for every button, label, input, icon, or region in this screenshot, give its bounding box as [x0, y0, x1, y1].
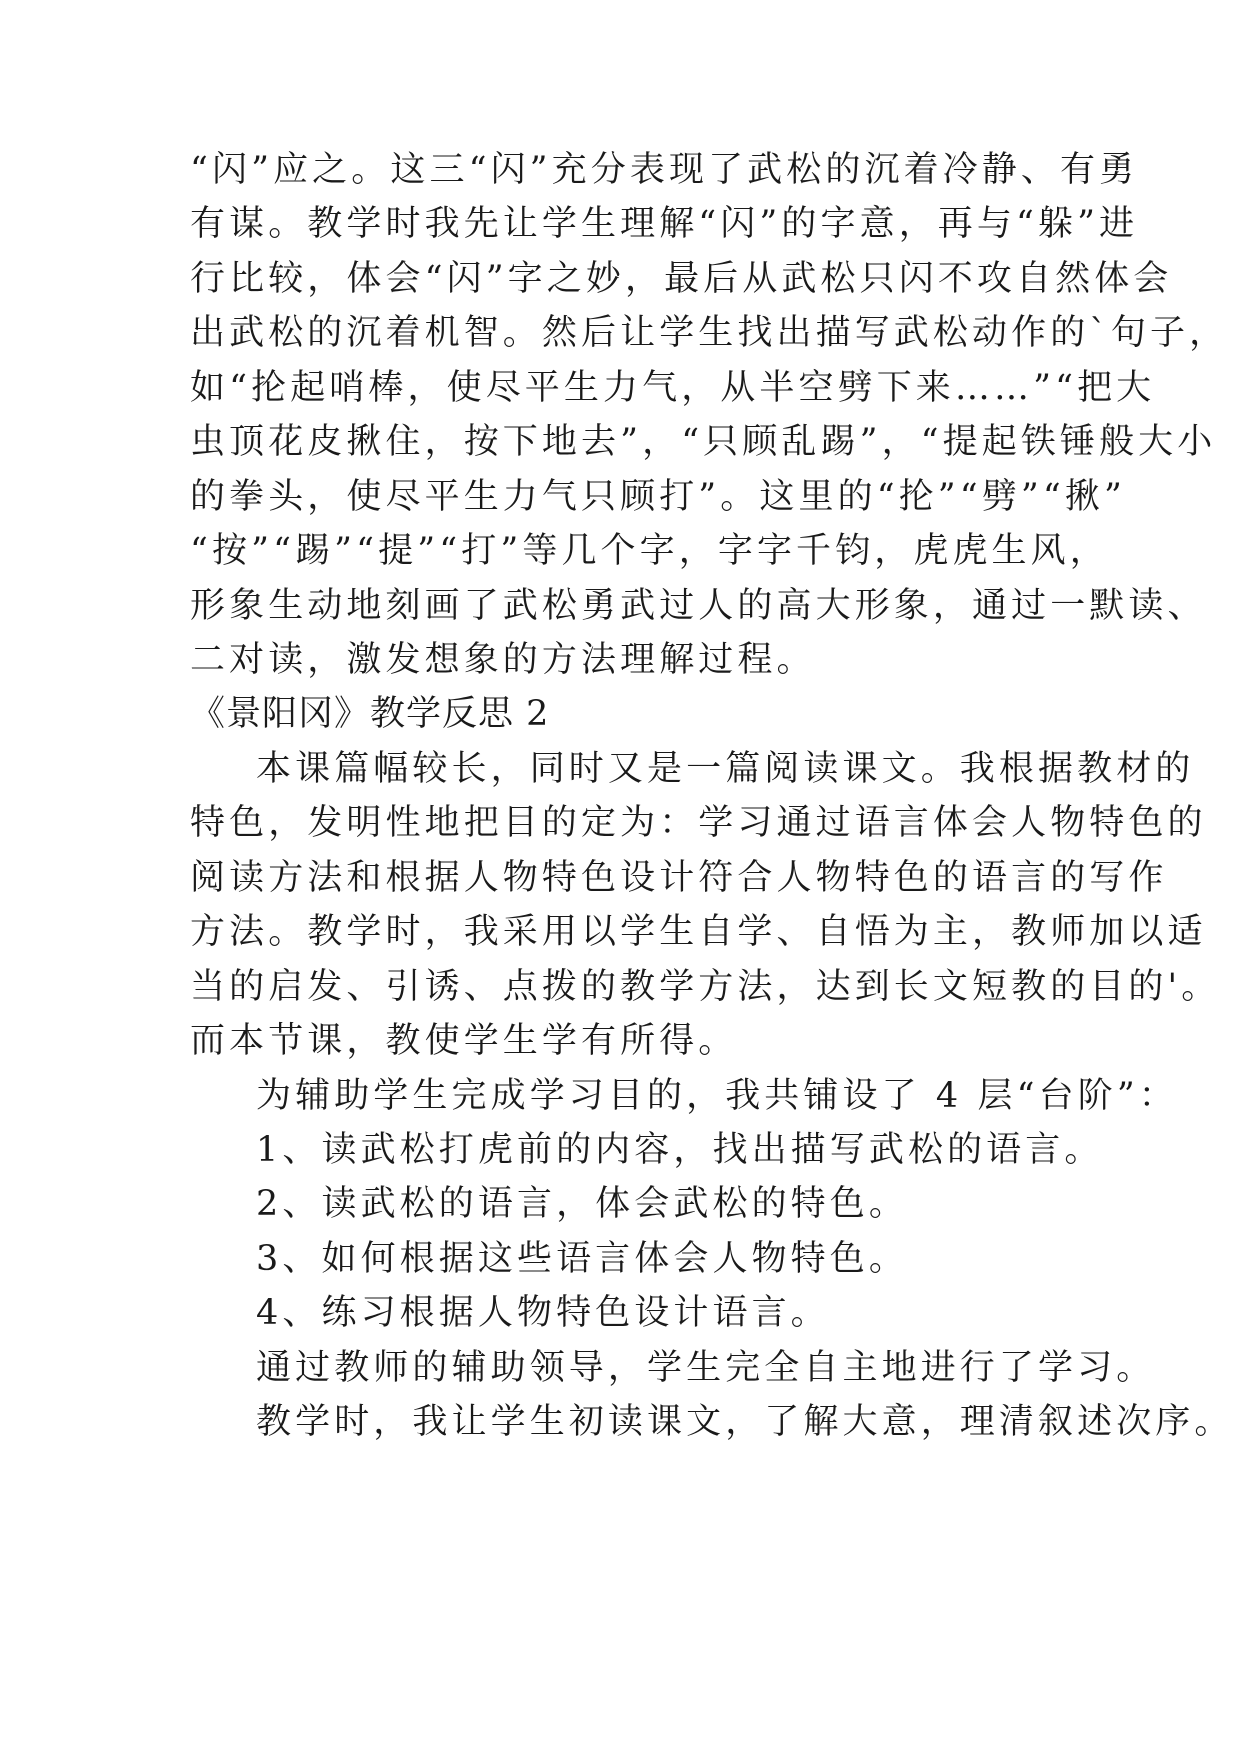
text-line: 二对读，激发想象的方法理解过程。 [190, 640, 816, 680]
step-item: 2、读武松的语言，体会武松的特色。 [256, 1184, 908, 1224]
text-line: 的拳头，使尽平生力气只顾打”。这里的“抡”“劈”“揪” [190, 477, 1126, 517]
paragraph-line: 而本节课，教使学生学有所得。 [190, 1021, 738, 1061]
text-line: “按”“踢”“提”“打”等几个字，字字千钧，虎虎生风， [190, 531, 1109, 571]
closing-line: 教学时，我让学生初读课文，了解大意，理清叙述次序。 [256, 1402, 1234, 1442]
text-line: 出武松的沉着机智。然后让学生找出描写武松动作的`句子， [190, 313, 1229, 353]
text-line: 有谋。教学时我先让学生理解“闪”的字意，再与“躲”进 [190, 204, 1139, 244]
text-line: 行比较，体会“闪”字之妙，最后从武松只闪不攻自然体会 [190, 259, 1173, 299]
text-line: 形象生动地刻画了武松勇武过人的高大形象，通过一默读、 [190, 586, 1207, 626]
steps-intro: 为辅助学生完成学习目的，我共铺设了 4 层“台阶”： [256, 1076, 1178, 1116]
text-line: 虫顶花皮揪住，按下地去”，“只顾乱踢”，“提起铁锤般大小 [190, 422, 1217, 462]
text-line: “闪”应之。这三“闪”充分表现了武松的沉着冷静、有勇 [190, 150, 1139, 190]
paragraph-line: 特色，发明性地把目的定为：学习通过语言体会人物特色的 [190, 803, 1207, 843]
paragraph-line: 阅读方法和根据人物特色设计符合人物特色的语言的写作 [190, 858, 1168, 898]
paragraph-line: 本课篇幅较长，同时又是一篇阅读课文。我根据教材的 [256, 749, 1195, 789]
text-line: 如“抡起哨棒，使尽平生力气，从半空劈下来……”“把大 [190, 368, 1156, 408]
section-title: 《景阳冈》教学反思 2 [190, 694, 550, 734]
closing-line: 通过教师的辅助领导，学生完全自主地进行了学习。 [256, 1348, 1156, 1388]
paragraph-line: 当的启发、引诱、点拨的教学方法，达到长文短教的目的'。 [190, 967, 1221, 1007]
step-item: 4、练习根据人物特色设计语言。 [256, 1293, 830, 1333]
paragraph-line: 方法。教学时，我采用以学生自学、自悟为主，教师加以适 [190, 912, 1207, 952]
step-item: 1、读武松打虎前的内容，找出描写武松的语言。 [256, 1130, 1104, 1170]
step-item: 3、如何根据这些语言体会人物特色。 [256, 1239, 908, 1279]
